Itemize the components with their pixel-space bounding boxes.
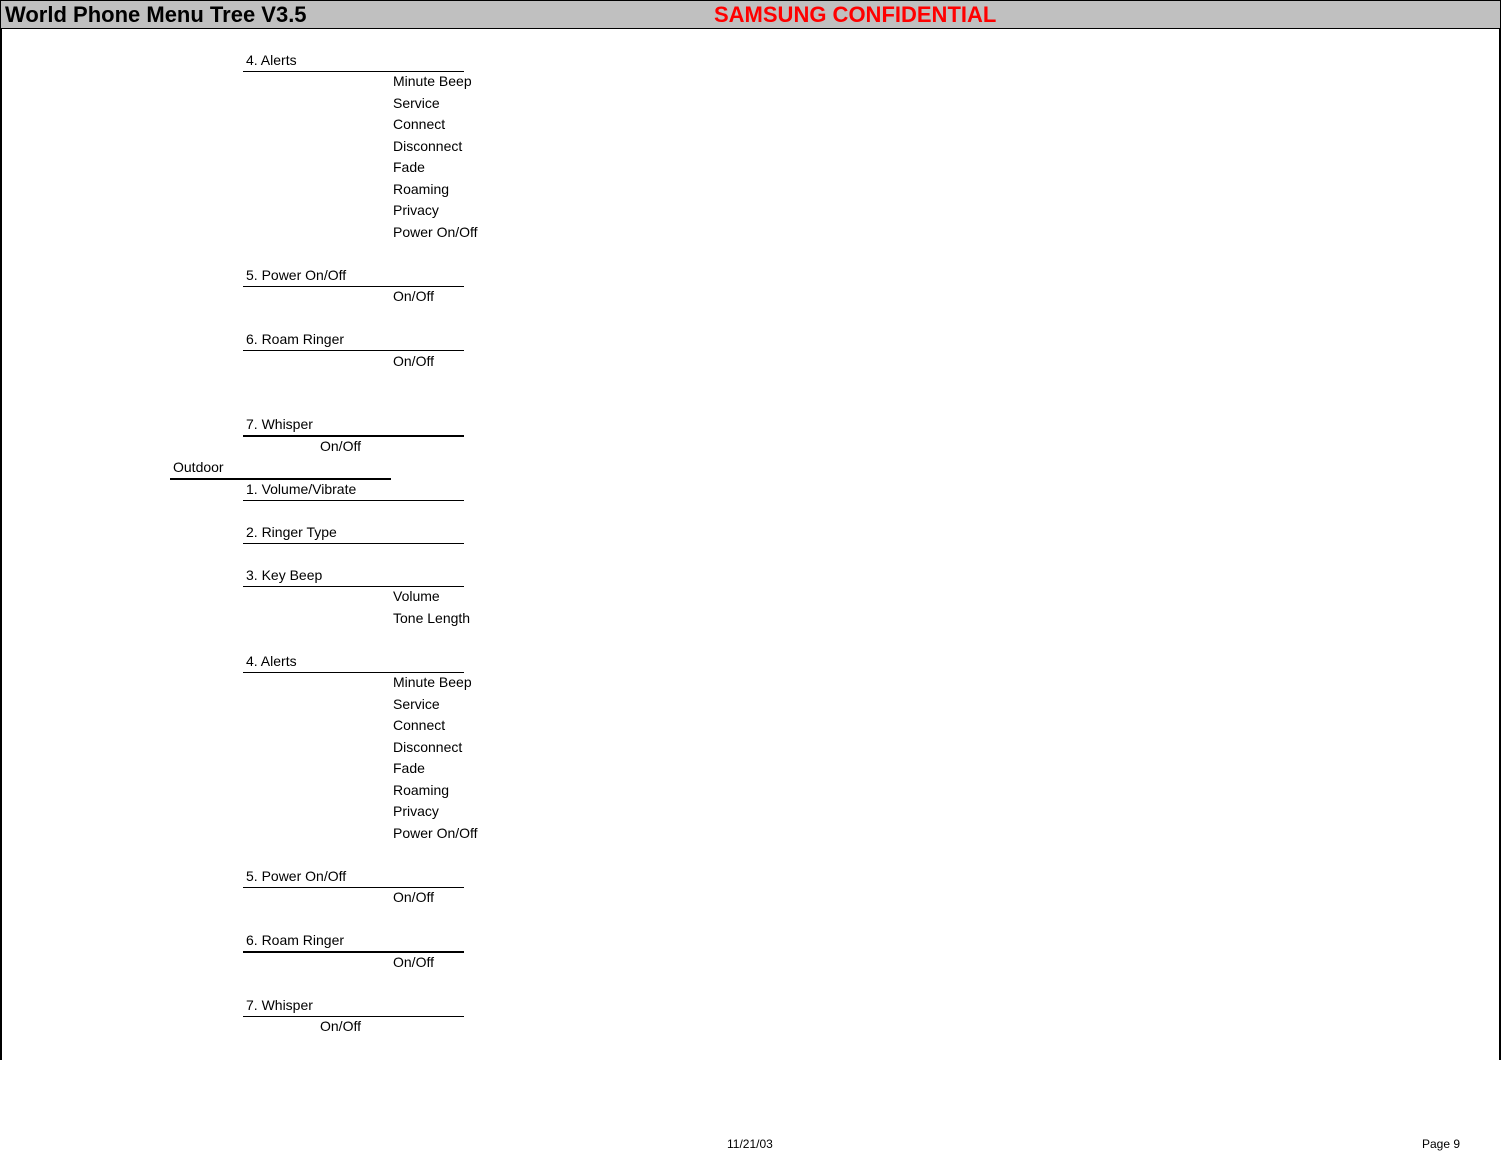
- whisper-option: On/Off: [320, 1018, 361, 1034]
- menu-power-on-off: 5. Power On/Off: [246, 868, 347, 884]
- menu-underline: [243, 586, 464, 587]
- roam-option: On/Off: [393, 353, 434, 369]
- menu-alerts: 4. Alerts: [246, 653, 297, 669]
- menu-underline: [243, 350, 464, 351]
- menu-underline: [243, 672, 464, 673]
- menu-underline: [243, 1016, 464, 1017]
- alert-option: Privacy: [393, 803, 439, 819]
- page-header: [0, 0, 1501, 29]
- alert-option: Fade: [393, 760, 425, 776]
- alert-option: Disconnect: [393, 739, 463, 755]
- roam-option: On/Off: [393, 954, 434, 970]
- alert-option: Service: [393, 696, 440, 712]
- menu-outdoor: Outdoor: [173, 459, 224, 475]
- alert-option: Connect: [393, 717, 446, 733]
- menu-underline: [243, 500, 464, 501]
- alert-option: Power On/Off: [393, 224, 478, 240]
- menu-ringer-type: 2. Ringer Type: [246, 524, 337, 540]
- power-option: On/Off: [393, 889, 434, 905]
- document-title: World Phone Menu Tree V3.5: [5, 2, 307, 27]
- menu-underline: [243, 435, 464, 437]
- menu-underline: [243, 71, 464, 72]
- alert-option: Fade: [393, 159, 425, 175]
- alert-option: Roaming: [393, 181, 450, 197]
- menu-roam-ringer: 6. Roam Ringer: [246, 331, 345, 347]
- menu-underline: [243, 543, 464, 544]
- menu-alerts: 4. Alerts: [246, 52, 297, 68]
- whisper-option: On/Off: [320, 438, 361, 454]
- alert-option: Connect: [393, 116, 446, 132]
- menu-underline: [243, 286, 464, 287]
- menu-volume-vibrate: 1. Volume/Vibrate: [246, 481, 357, 497]
- alert-option: Power On/Off: [393, 825, 478, 841]
- menu-whisper: 7. Whisper: [246, 997, 313, 1013]
- alert-option: Privacy: [393, 202, 439, 218]
- menu-roam-ringer: 6. Roam Ringer: [246, 932, 345, 948]
- footer-date: 11/21/03: [727, 1137, 773, 1151]
- menu-power-on-off: 5. Power On/Off: [246, 267, 347, 283]
- menu-underline: [170, 478, 391, 480]
- confidential-label: SAMSUNG CONFIDENTIAL: [714, 2, 997, 27]
- alert-option: Roaming: [393, 782, 450, 798]
- frame-right-border: [1499, 29, 1501, 1060]
- keybeep-option: Volume: [393, 588, 440, 604]
- menu-whisper: 7. Whisper: [246, 416, 313, 432]
- alert-option: Minute Beep: [393, 674, 472, 690]
- menu-underline: [243, 887, 464, 888]
- power-option: On/Off: [393, 288, 434, 304]
- page-number: Page 9: [1422, 1137, 1461, 1151]
- alert-option: Disconnect: [393, 138, 463, 154]
- alert-option: Minute Beep: [393, 73, 472, 89]
- alert-option: Service: [393, 95, 440, 111]
- menu-underline: [243, 951, 464, 953]
- keybeep-option: Tone Length: [393, 610, 471, 626]
- frame-left-border: [0, 29, 2, 1060]
- menu-key-beep: 3. Key Beep: [246, 567, 323, 583]
